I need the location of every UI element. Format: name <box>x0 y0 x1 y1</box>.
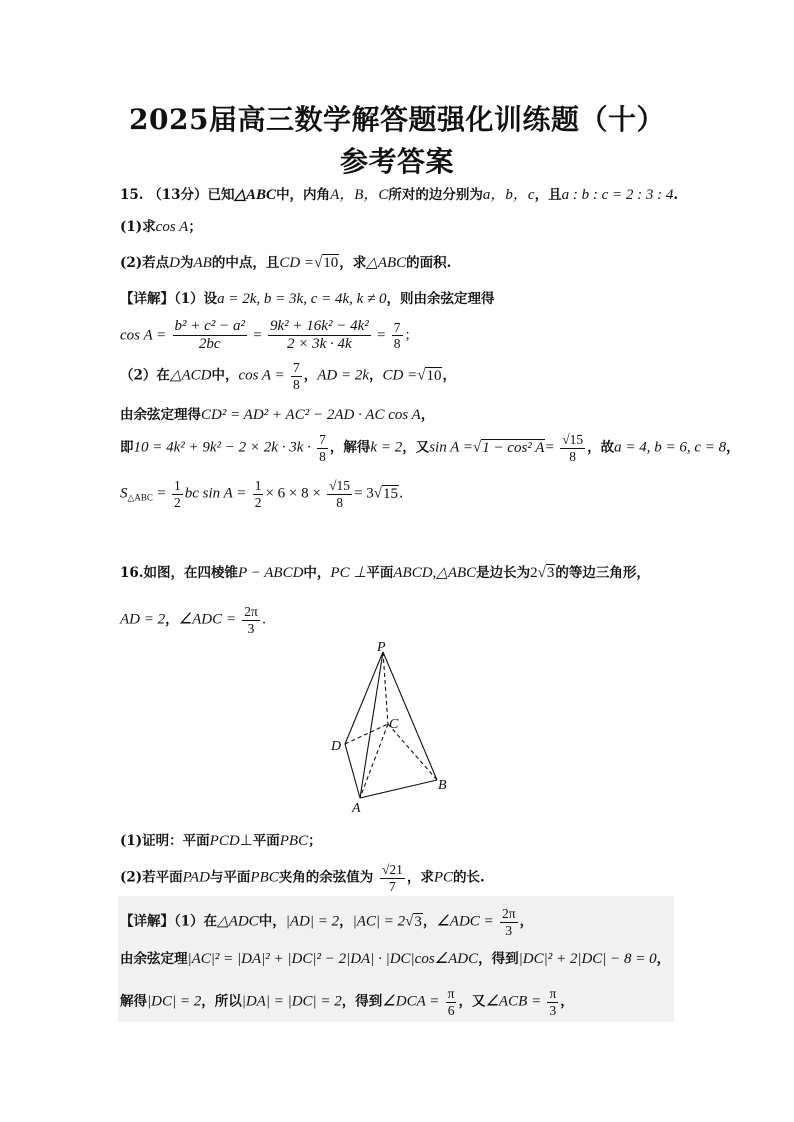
q15-part2-setup: （2）在△ACD中，cos A = $\frac{7}{8}$ ，AD = 2k，CD =√10， <box>120 360 456 392</box>
edge-PA <box>360 652 383 798</box>
q16-answer-line2: 由余弦定理|AC|² = |DA|² + |DC|² − 2|DA| · |DC|cos∠ADC，得到|DC|² + 2|DC| − 8 = 0， <box>120 951 671 967</box>
q15-answer-intro: 【详解】（1）设a = 2k, b = 3k, c = 4k, k ≠ 0，则由余弦定理得 <box>120 291 495 307</box>
page-subtitle: 参考答案 <box>339 145 454 178</box>
label-C: C <box>389 717 399 732</box>
q16-part1: (1)证明：平面PCD⊥平面PBC； <box>120 833 322 849</box>
label-B: B <box>438 778 447 793</box>
q15-law-cosines: 由余弦定理得CD² = AD² + AC² − 2AD · AC cos A， <box>120 407 435 423</box>
label-D: D <box>331 739 342 754</box>
q15-part1: (1)求cos A； <box>120 219 202 235</box>
q16-answer-line3: 解得|DC| = 2，所以|DA| = |DC| = 2，得到∠DCA = $\frac{\pi}{6}$ ，又∠ACB = $\frac{\pi}{3}$ ， <box>120 986 574 1018</box>
edge-PB <box>383 652 437 780</box>
q15-part2: (2)若点D为AB的中点，且CD =√10，求△ABC的面积. <box>120 255 452 271</box>
q16-statement: 16.如图，在四棱锥P − ABCD中，PC ⊥平面ABCD,△ABC是边长为2√3的等边三角形， <box>120 565 650 581</box>
label-P: P <box>377 640 386 655</box>
q15-area: $S_{\triangle ABC}$ = $\frac{1}{2}$ bc sin A = $\frac{1}{2}$ × 6 × 8 × $\frac{√15}{8}$ = 3√15. <box>120 478 404 510</box>
edge-DA <box>345 744 360 798</box>
page-title: 2025届高三数学解答题强化训练题（十） <box>129 103 665 136</box>
q15-cos-formula: cos A = $\frac{\text{b² + c² − a²}}{2bc}$ = $\frac{\text{9k² + 16k² − 4k²}}{2 \times 3k \cdot 4k}$ = $\frac{7}{8}$ ； <box>120 318 419 353</box>
q15-solve: 即10 = 4k² + 9k² − 2 × 2k · 3k · $\frac{7}{8}$ ，解得k = 2，又sin A =√1 − cos² A= $\frac{√15}{8}$ ，故a = 4, b = 6, c = 8， <box>120 432 740 464</box>
q16-given: AD = 2，∠ADC = $\frac{2\pi}{3}$ . <box>120 604 267 636</box>
q15-statement: 15. （13分）已知△ABC中，内角A，B，C所对的边分别为a，b，c，且a : b : c = 2 : 3 : 4. <box>120 187 679 203</box>
edge-PD <box>345 652 383 744</box>
label-A: A <box>352 801 361 815</box>
pyramid-figure <box>320 640 460 815</box>
q16-answer-line1: 【详解】（1）在△ADC中，|AD| = 2，|AC| = 2√3，∠ADC = $\frac{2\pi}{3}$ ， <box>120 906 534 938</box>
edge-AB <box>360 780 437 798</box>
edge-CB <box>388 724 437 780</box>
q16-part2: (2)若平面PAD与平面PBC夹角的余弦值为 $\frac{√21}{7}$ ，求PC的长. <box>120 862 485 894</box>
